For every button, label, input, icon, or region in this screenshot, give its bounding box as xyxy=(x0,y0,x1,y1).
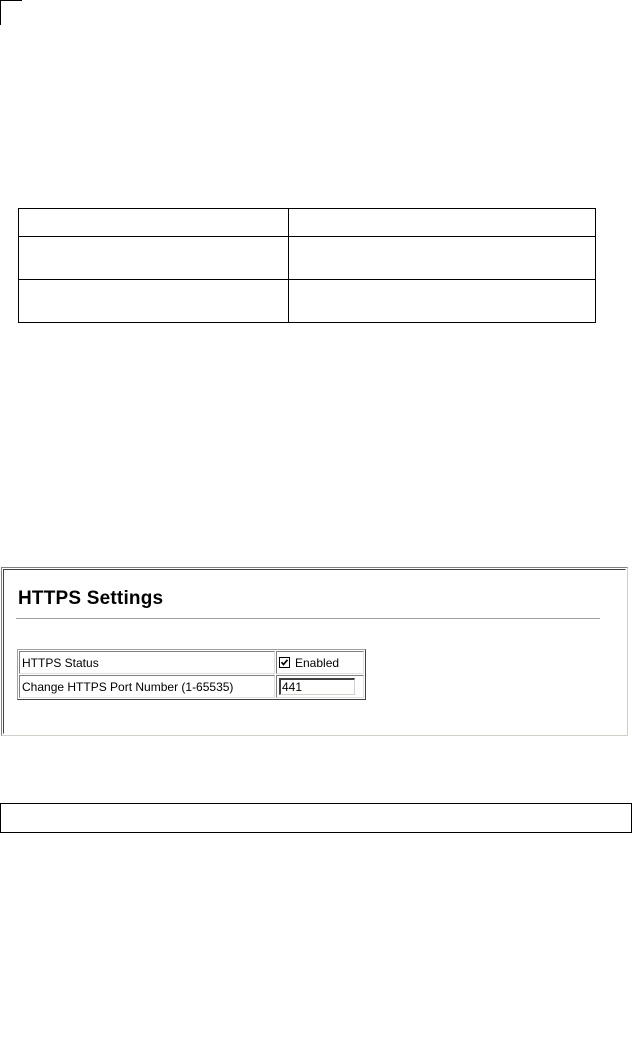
crop-mark xyxy=(0,0,22,25)
document-table xyxy=(18,208,596,323)
table-cell xyxy=(289,209,596,237)
https-status-label: HTTPS Status xyxy=(19,651,275,674)
checkmark-icon xyxy=(280,658,289,667)
panel-inner xyxy=(3,569,626,734)
https-status-value: Enabled xyxy=(295,655,340,670)
title-divider xyxy=(16,618,600,620)
table-row xyxy=(19,209,596,237)
table-cell xyxy=(289,237,596,280)
https-status-row xyxy=(19,651,364,674)
https-port-label: Change HTTPS Port Number (1-65535) xyxy=(19,675,275,698)
table-cell xyxy=(19,209,289,237)
settings-table xyxy=(17,649,366,700)
https-port-row xyxy=(19,675,364,698)
table-row xyxy=(19,280,596,323)
https-status-cell xyxy=(276,651,364,674)
https-port-input[interactable] xyxy=(279,678,355,695)
command-box xyxy=(0,803,632,833)
page-title: HTTPS Settings xyxy=(18,588,164,609)
table-cell xyxy=(19,237,289,280)
https-port-cell xyxy=(276,675,364,698)
https-settings-panel xyxy=(1,567,628,736)
https-status-checkbox[interactable] xyxy=(279,657,290,668)
table-cell xyxy=(289,280,596,323)
table-cell xyxy=(19,280,289,323)
table-row xyxy=(19,237,596,280)
